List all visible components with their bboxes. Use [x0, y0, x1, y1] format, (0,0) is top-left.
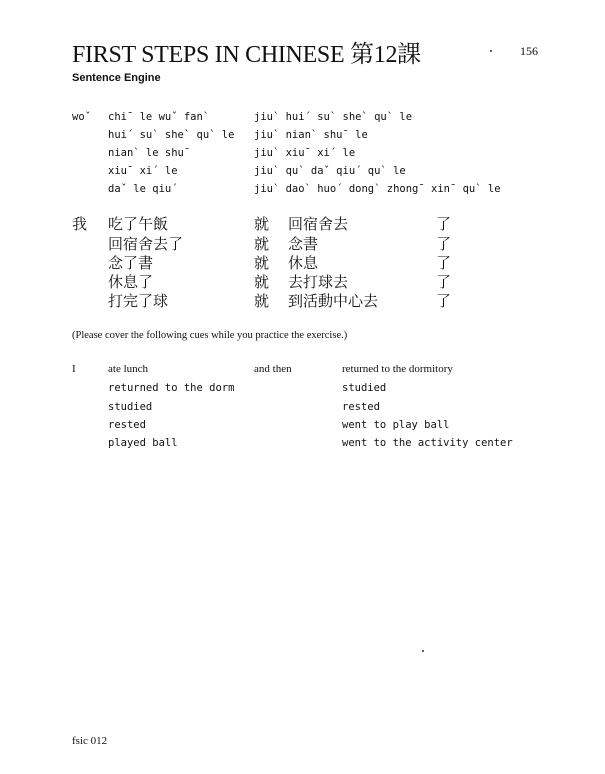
character-clause-b: 到活動中心去 [288, 292, 379, 310]
pinyin-clause-b: jiu` qu` daˇ qiu´ qu` le [254, 165, 406, 177]
character-clause-a: 回宿舍去了 [108, 235, 184, 253]
scan-speck [490, 50, 492, 52]
character-le: 了 [436, 235, 452, 253]
pinyin-clause-a: hui´ su` she` qu` le [108, 129, 235, 141]
character-jiu: 就 [254, 273, 270, 291]
character-jiu: 就 [254, 254, 270, 272]
character-subject: 我 [72, 215, 88, 233]
pinyin-clause-b: jiu` hui´ su` she` qu` le [254, 111, 413, 123]
character-clause-b: 回宿舍去 [288, 215, 349, 233]
character-clause-b: 念書 [288, 235, 319, 253]
character-clause-a: 休息了 [108, 273, 154, 291]
pinyin-clause-a: chi¯ le wuˇ fan` [108, 111, 210, 123]
cue-clause-a: rested [108, 419, 146, 431]
character-clause-b: 休息 [288, 254, 319, 272]
cue-clause-b: studied [342, 382, 387, 394]
pinyin-subject: woˇ [72, 111, 91, 123]
character-le: 了 [436, 254, 452, 272]
cue-clause-b: went to play ball [342, 419, 450, 431]
cue-clause-b: rested [342, 401, 380, 413]
character-clause-a: 打完了球 [108, 292, 169, 310]
section-heading: Sentence Engine [72, 72, 161, 84]
pinyin-clause-b: jiu` nian` shu¯ le [254, 129, 368, 141]
pinyin-clause-a: daˇ le qiu´ [108, 183, 178, 195]
character-clause-a: 念了書 [108, 254, 154, 272]
pinyin-clause-b: jiu` xiu¯ xi´ le [254, 147, 356, 159]
character-le: 了 [436, 215, 452, 233]
cue-clause-a: studied [108, 401, 153, 413]
character-jiu: 就 [254, 235, 270, 253]
character-clause-a: 吃了午飯 [108, 215, 169, 233]
page-number: 156 [520, 44, 538, 58]
pinyin-clause-a: xiu¯ xi´ le [108, 165, 178, 177]
cue-subject: I [72, 363, 76, 375]
cue-clause-b: returned to the dormitory [342, 363, 453, 375]
cue-clause-a: played ball [108, 437, 178, 449]
cue-clause-a: returned to the dorm [108, 382, 235, 394]
character-jiu: 就 [254, 292, 270, 310]
scan-speck [422, 650, 424, 652]
cue-clause-a: ate lunch [108, 363, 149, 375]
page-title: FIRST STEPS IN CHINESE 第12課 [72, 42, 421, 68]
pinyin-clause-b: jiu` dao` huo´ dong` zhong¯ xin¯ qu` le [254, 183, 501, 195]
character-jiu: 就 [254, 215, 270, 233]
character-le: 了 [436, 273, 452, 291]
character-le: 了 [436, 292, 452, 310]
instruction-note: (Please cover the following cues while you practice the exercise.) [72, 330, 348, 341]
character-clause-b: 去打球去 [288, 273, 349, 291]
cue-clause-b: went to the activity center [342, 437, 513, 449]
cue-connector: and then [254, 363, 292, 375]
page-footer: fsic 012 [72, 735, 108, 747]
pinyin-clause-a: nian` le shu¯ [108, 147, 191, 159]
